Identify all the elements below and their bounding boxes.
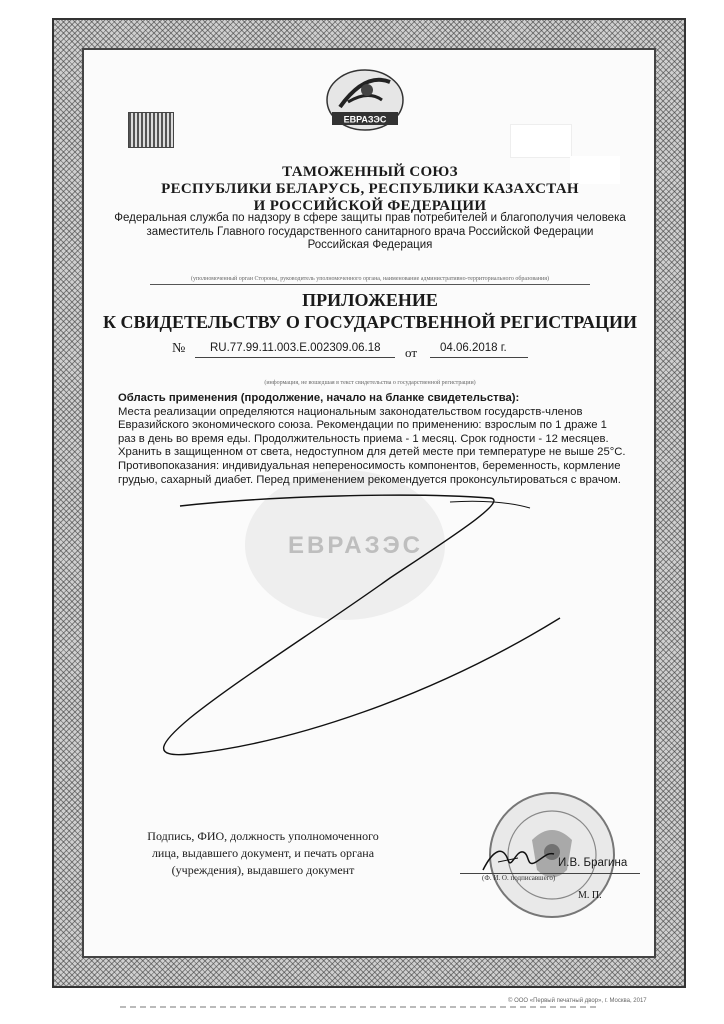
number-label: № xyxy=(172,341,186,356)
fio-caption: (Ф. И. О. подписавшего) xyxy=(482,874,556,882)
bottom-microtext-line xyxy=(120,1006,600,1008)
header-block xyxy=(90,164,650,215)
authority-block xyxy=(100,212,640,253)
signature-caption-line-3: (учреждения), выдавшего документ xyxy=(171,863,355,877)
document-subtitle: К СВИДЕТЕЛЬСТВУ О ГОСУДАРСТВЕННОЙ РЕГИСТРАЦИИ xyxy=(103,312,637,332)
registration-date: 04.06.2018 г. xyxy=(440,342,507,354)
authority-line-2: заместитель Главного государственного санитарного врача Российской Федерации xyxy=(146,225,594,238)
signature-caption-line-2: лица, выдавшего документ, и печать органа xyxy=(151,846,375,860)
body-heading: Область применения (продолжение, начало на бланке свидетельства): xyxy=(118,392,520,404)
signature-caption xyxy=(118,828,408,879)
from-label: от xyxy=(405,345,418,360)
registration-number: RU.77.99.11.003.E.002309.06.18 xyxy=(210,342,381,354)
watermark-text: ЕВРАЗЭС xyxy=(288,532,424,559)
header-line-1: ТАМОЖЕННЫЙ СОЮЗ xyxy=(282,164,458,180)
blank-field xyxy=(510,124,572,158)
printer-credit: © ООО «Первый печатный двор», г. Москва, 2017 xyxy=(508,998,647,1004)
logo-text: ЕВРАЗЭС xyxy=(343,114,387,125)
body-text: Места реализации определяются национальным законодательством государств-членов Евразийского экономического союза. Рекомендации по применению: взрослым по 1 драже 1 раз в день во время еды. Продолжительность приема - 1 месяц. Срок годности - 12 месяцев. Хранить в защищенном от света, недоступном для детей месте при температуре не выше 25°С. Противопоказания: индивидуальная непереносимость компонентов, беременность, кормление грудью, сахарный диабет. Перед применением рекомендуется проконсультироваться с врачом. xyxy=(118,405,626,486)
header-line-3: И РОССИЙСКОЙ ФЕДЕРАЦИИ xyxy=(253,198,487,214)
signature-caption-line-1: Подпись, ФИО, должность уполномоченного xyxy=(147,829,379,843)
barcode-pattern xyxy=(128,112,174,148)
info-caption: (информация, не вошедшая в текст свидетельства о государственной регистрации) xyxy=(264,380,476,386)
body-text-block xyxy=(118,392,626,487)
header-line-2: РЕСПУБЛИКИ БЕЛАРУСЬ, РЕСПУБЛИКИ КАЗАХСТАН xyxy=(161,181,579,197)
eurasec-logo-icon xyxy=(320,62,410,132)
authority-line-1: Федеральная служба по надзору в сфере защиты прав потребителей и благополучия человека xyxy=(114,212,626,224)
number-underline xyxy=(195,357,395,358)
z-strike-scribble xyxy=(150,478,570,768)
divider xyxy=(150,284,590,285)
authority-line-3: Российская Федерация xyxy=(307,239,433,251)
authority-caption: (уполномоченный орган Стороны, руководитель уполномоченного органа, наименование административно-территориального образования) xyxy=(191,276,549,282)
signer-name: И.В. Брагина xyxy=(558,857,628,869)
seal-label: М. П. xyxy=(578,890,602,901)
document-title: ПРИЛОЖЕНИЕ xyxy=(302,290,438,310)
date-underline xyxy=(430,357,528,358)
